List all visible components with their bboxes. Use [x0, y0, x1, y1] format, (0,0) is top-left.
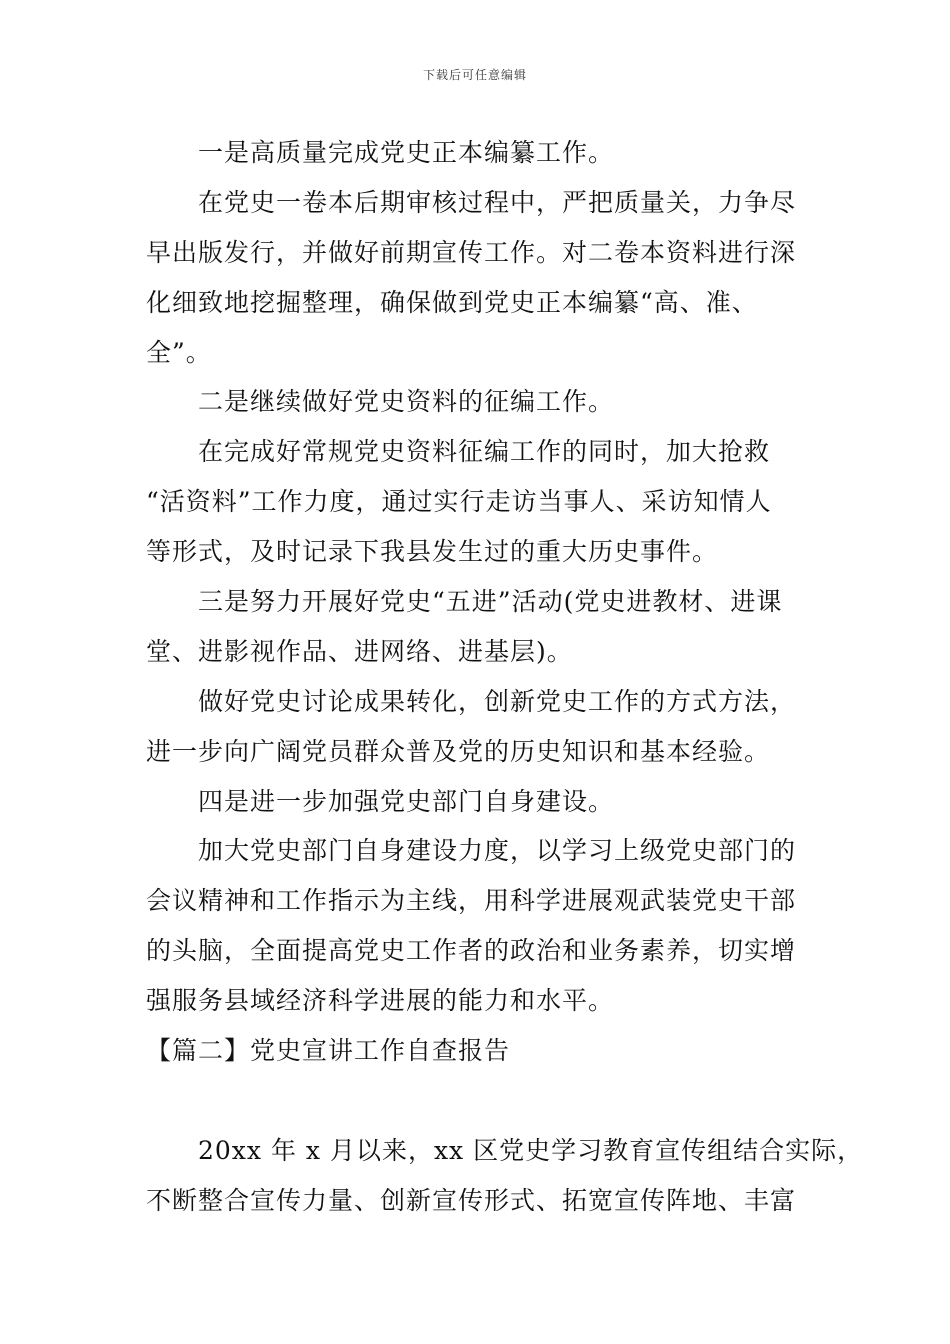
paragraph-line: 的头脑，全面提高党史工作者的政治和业务素养，切实增: [146, 936, 797, 966]
paragraph-line: 做好党史讨论成果转化，创新党史工作的方式方法，: [198, 686, 797, 716]
paragraph-line: 在党史一卷本后期审核过程中，严把质量关，力争尽: [198, 187, 797, 217]
paragraph-line: 等形式，及时记录下我县发生过的重大历史事件。: [146, 537, 719, 567]
paragraph-line: “活资料”工作力度，通过实行走访当事人、采访知情人: [146, 487, 772, 517]
paragraph-line: 堂、进影视作品、进网络、进基层)。: [146, 636, 573, 666]
paragraph-line: 进一步向广阔党员群众普及党的历史知识和基本经验。: [146, 736, 771, 766]
blank-line: [146, 1076, 826, 1126]
heading-4: 四是进一步加强党史部门自身建设。: [198, 786, 615, 816]
page-header-note: 下载后可任意编辑: [422, 68, 527, 82]
paragraph-line: 强服务县域经济科学进展的能力和水平。: [146, 986, 615, 1016]
paragraph-line: 化细致地挖掘整理，确保做到党史正本编纂“高、准、: [146, 287, 758, 317]
section-title: 【篇二】党史宣讲工作自查报告: [146, 1036, 511, 1066]
paragraph-line: 早出版发行，并做好前期宣传工作。对二卷本资料进行深: [146, 237, 797, 267]
paragraph-line: 不断整合宣传力量、创新宣传形式、拓宽宣传阵地、丰富: [146, 1185, 797, 1215]
heading-2: 二是继续做好党史资料的征编工作。: [198, 387, 615, 417]
paragraph-line: 在完成好常规党史资料征编工作的同时，加大抢救: [198, 437, 771, 467]
heading-3: 三是努力开展好党史“五进”活动(党史进教材、进课: [198, 587, 783, 617]
document-body: [146, 128, 864, 1226]
heading-1: 一是高质量完成党史正本编纂工作。: [198, 138, 615, 167]
paragraph-line: 全”。: [146, 337, 212, 367]
paragraph-line: 会议精神和工作指示为主线，用科学进展观武装党史干部: [146, 886, 797, 916]
paragraph-line: 加大党史部门自身建设力度，以学习上级党史部门的: [198, 836, 797, 866]
paragraph-line: 20xx 年 x 月以来，xx 区党史学习教育宣传组结合实际，: [198, 1135, 864, 1165]
